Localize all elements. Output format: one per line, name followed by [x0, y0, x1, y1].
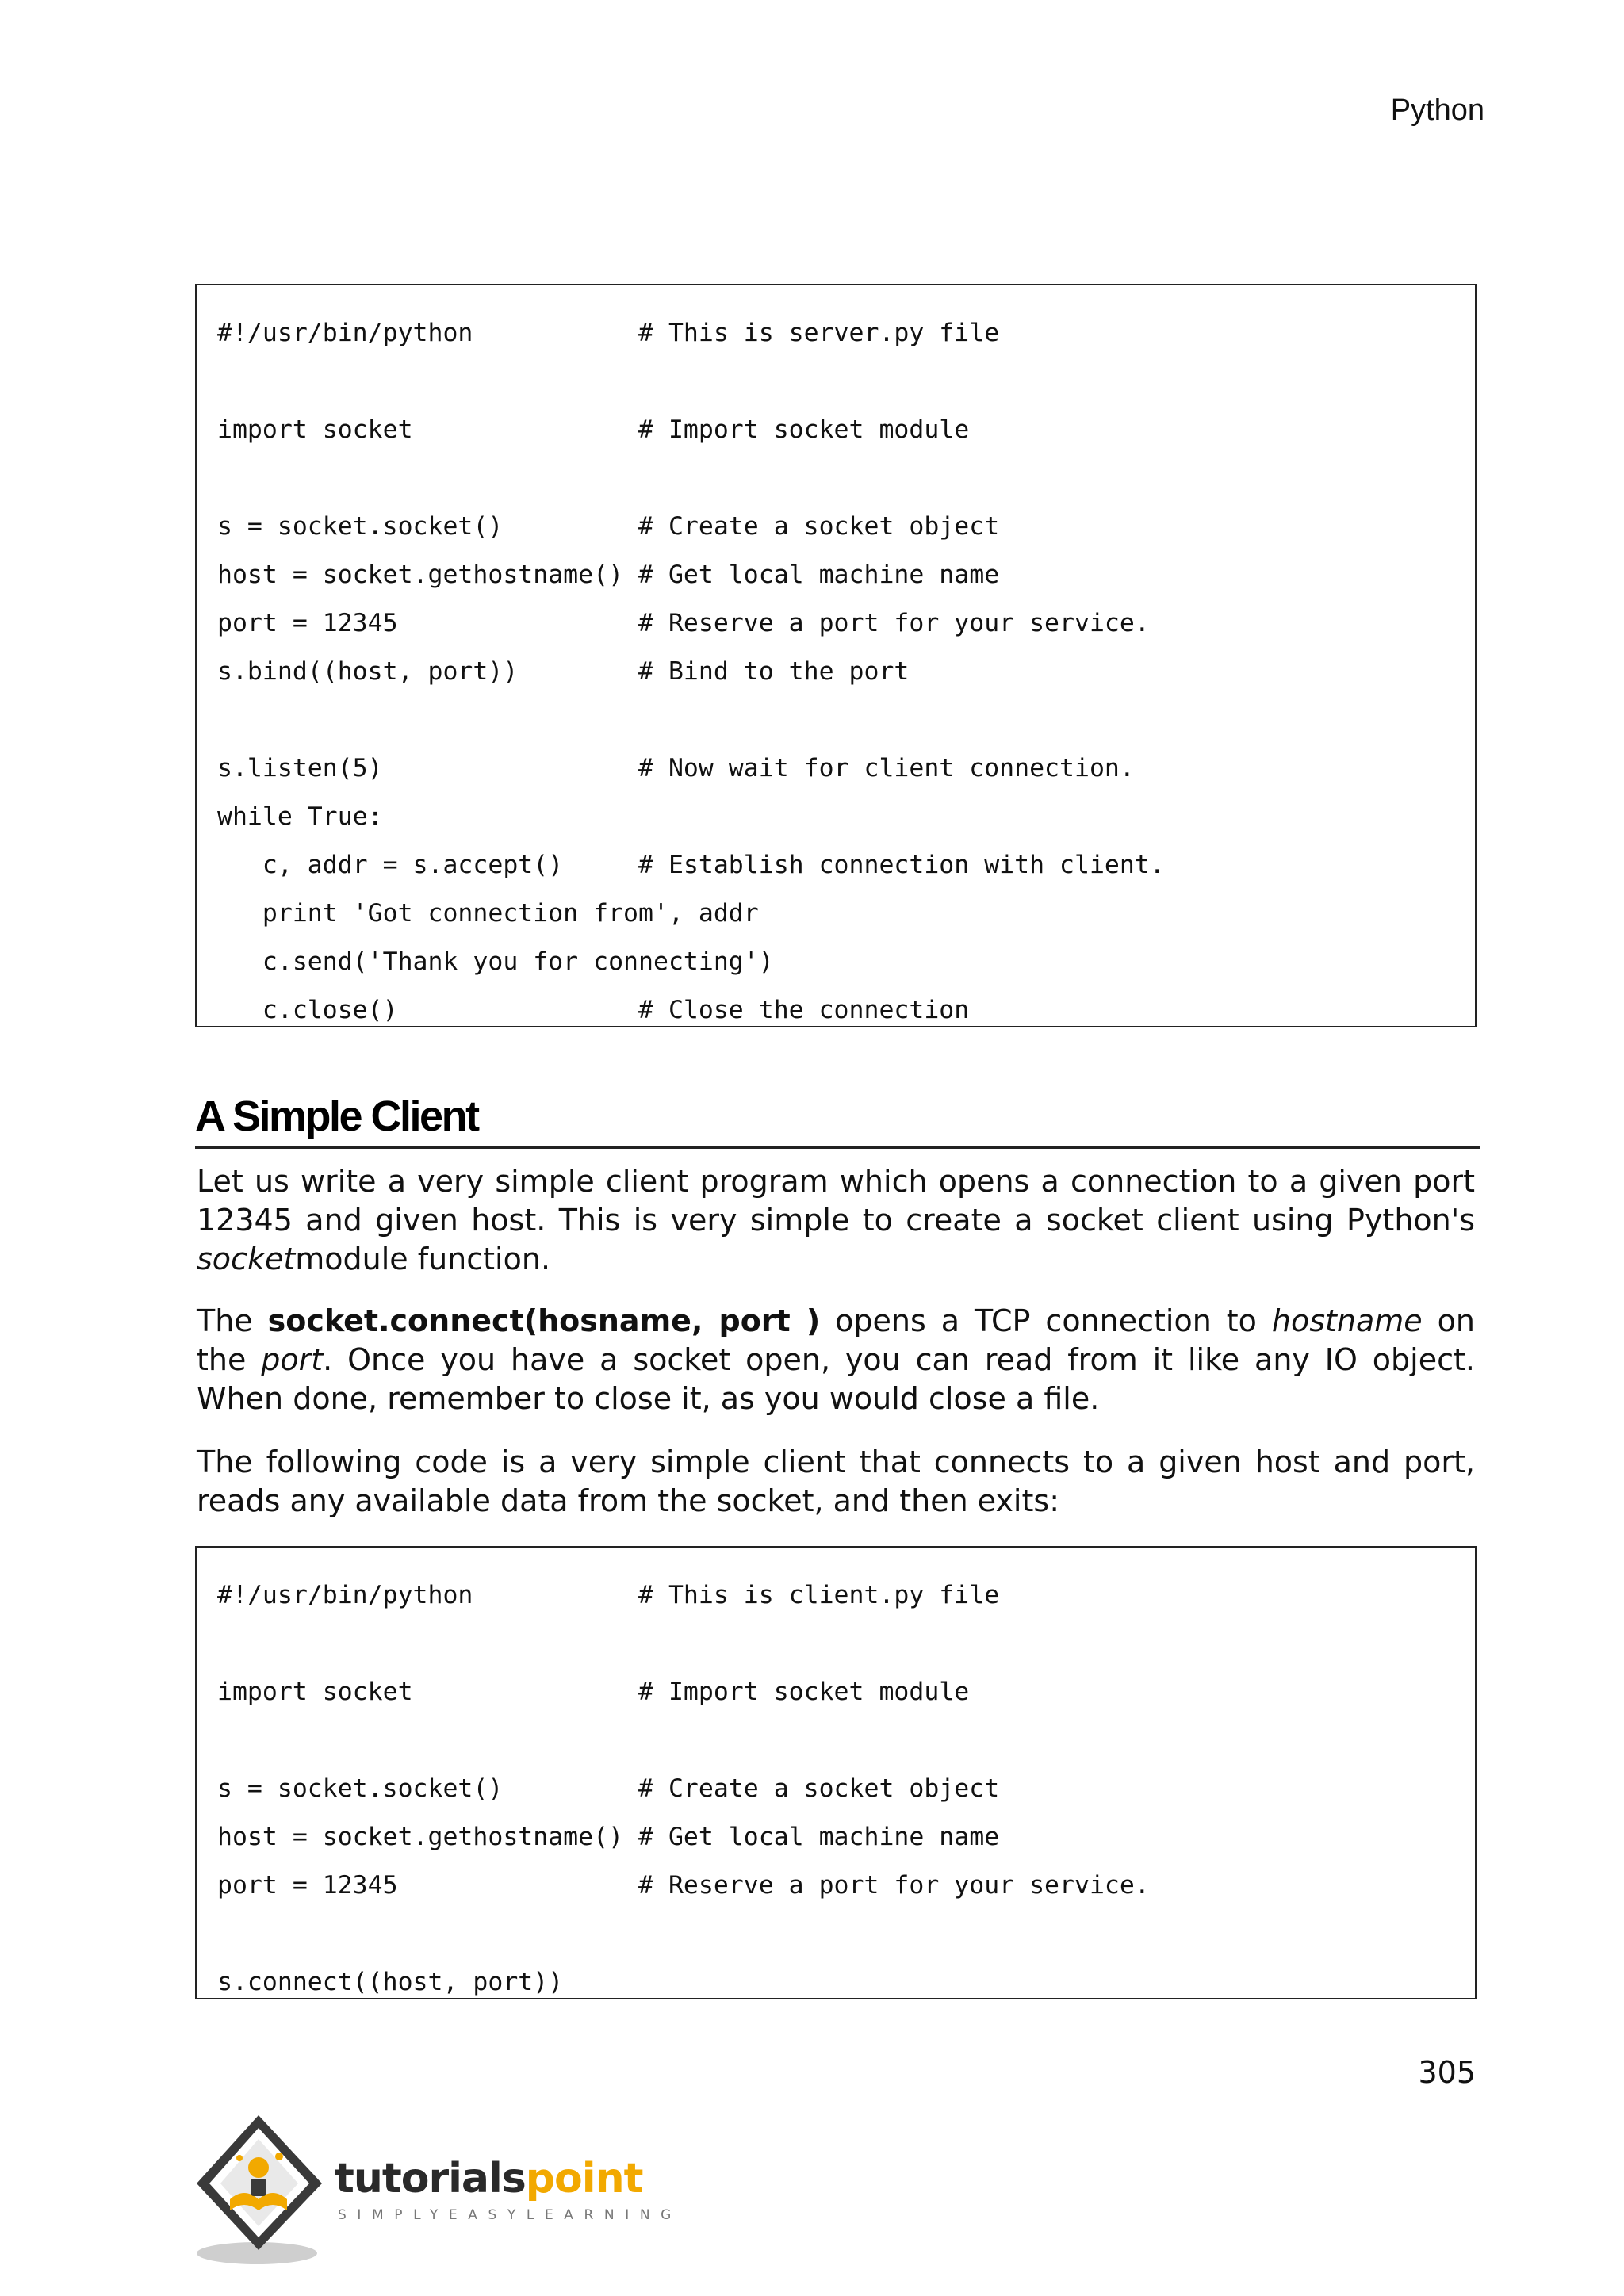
code-line: s = socket.socket() # Create a socket object [217, 512, 1000, 541]
code-line: import socket # Import socket module [217, 415, 970, 444]
code-line: #!/usr/bin/python # This is client.py file [217, 1581, 1000, 1609]
code-line: port = 12345 # Reserve a port for your service. [217, 1871, 1150, 1900]
code-line [217, 696, 1454, 744]
code-line: port = 12345 # Reserve a port for your service. [217, 609, 1150, 637]
code-line [217, 1620, 1454, 1668]
code-line: import socket # Import socket module [217, 1678, 970, 1706]
server-code-block [195, 284, 1477, 1027]
code-line: c.send('Thank you for connecting') [217, 947, 774, 976]
connect-method: socket.connect(hosname, port ) [267, 1303, 821, 1338]
logo-wordmark: tutorialspoint [335, 2155, 643, 2202]
code-line [217, 358, 1454, 406]
code-line: s.listen(5) # Now wait for client connection. [217, 754, 1135, 783]
code-line: host = socket.gethostname() # Get local machine name [217, 561, 1000, 589]
code-line [217, 1716, 1454, 1765]
section-title: A Simple Client [195, 1086, 1480, 1149]
client-code-block [195, 1546, 1477, 1999]
code-line: s = socket.socket() # Create a socket object [217, 1774, 1000, 1803]
logo-tagline: SIMPLYEASYLEARNING [338, 2207, 682, 2223]
code-line: s.connect((host, port)) [217, 1968, 564, 1996]
paragraph-connect: The socket.connect(hosname, port ) opens a TCP connection to hostname on the port. Once you have a socket open, you can read from it like any IO object. When done, remember to close it, as you would close a file. [197, 1303, 1475, 1416]
code-line [217, 454, 1454, 503]
logo-diamond-icon [193, 2110, 332, 2269]
code-line: print 'Got connection from', addr [217, 899, 759, 928]
socket-term: socket [197, 1242, 296, 1276]
page-number: 305 [1418, 2055, 1476, 2090]
paragraph-client-intro: The following code is a very simple client that connects to a given host and port, reads any available data from the socket, and then exits: [197, 1445, 1475, 1518]
code-line: c.close() # Close the connection [217, 996, 970, 1024]
code-line: c, addr = s.accept() # Establish connection with client. [217, 851, 1165, 879]
tutorialspoint-logo [193, 2110, 701, 2269]
code-line: while True: [217, 802, 383, 831]
running-header: Python [1390, 94, 1484, 127]
paragraph-intro: Let us write a very simple client program which opens a connection to a given port 12345 and given host. This is very simple to create a socket client using Python's socketmodule function. [197, 1164, 1475, 1276]
code-line [217, 1910, 1454, 1958]
code-line: #!/usr/bin/python # This is server.py file [217, 319, 1000, 347]
code-line: host = socket.gethostname() # Get local machine name [217, 1823, 1000, 1851]
code-line: s.bind((host, port)) # Bind to the port [217, 657, 910, 686]
